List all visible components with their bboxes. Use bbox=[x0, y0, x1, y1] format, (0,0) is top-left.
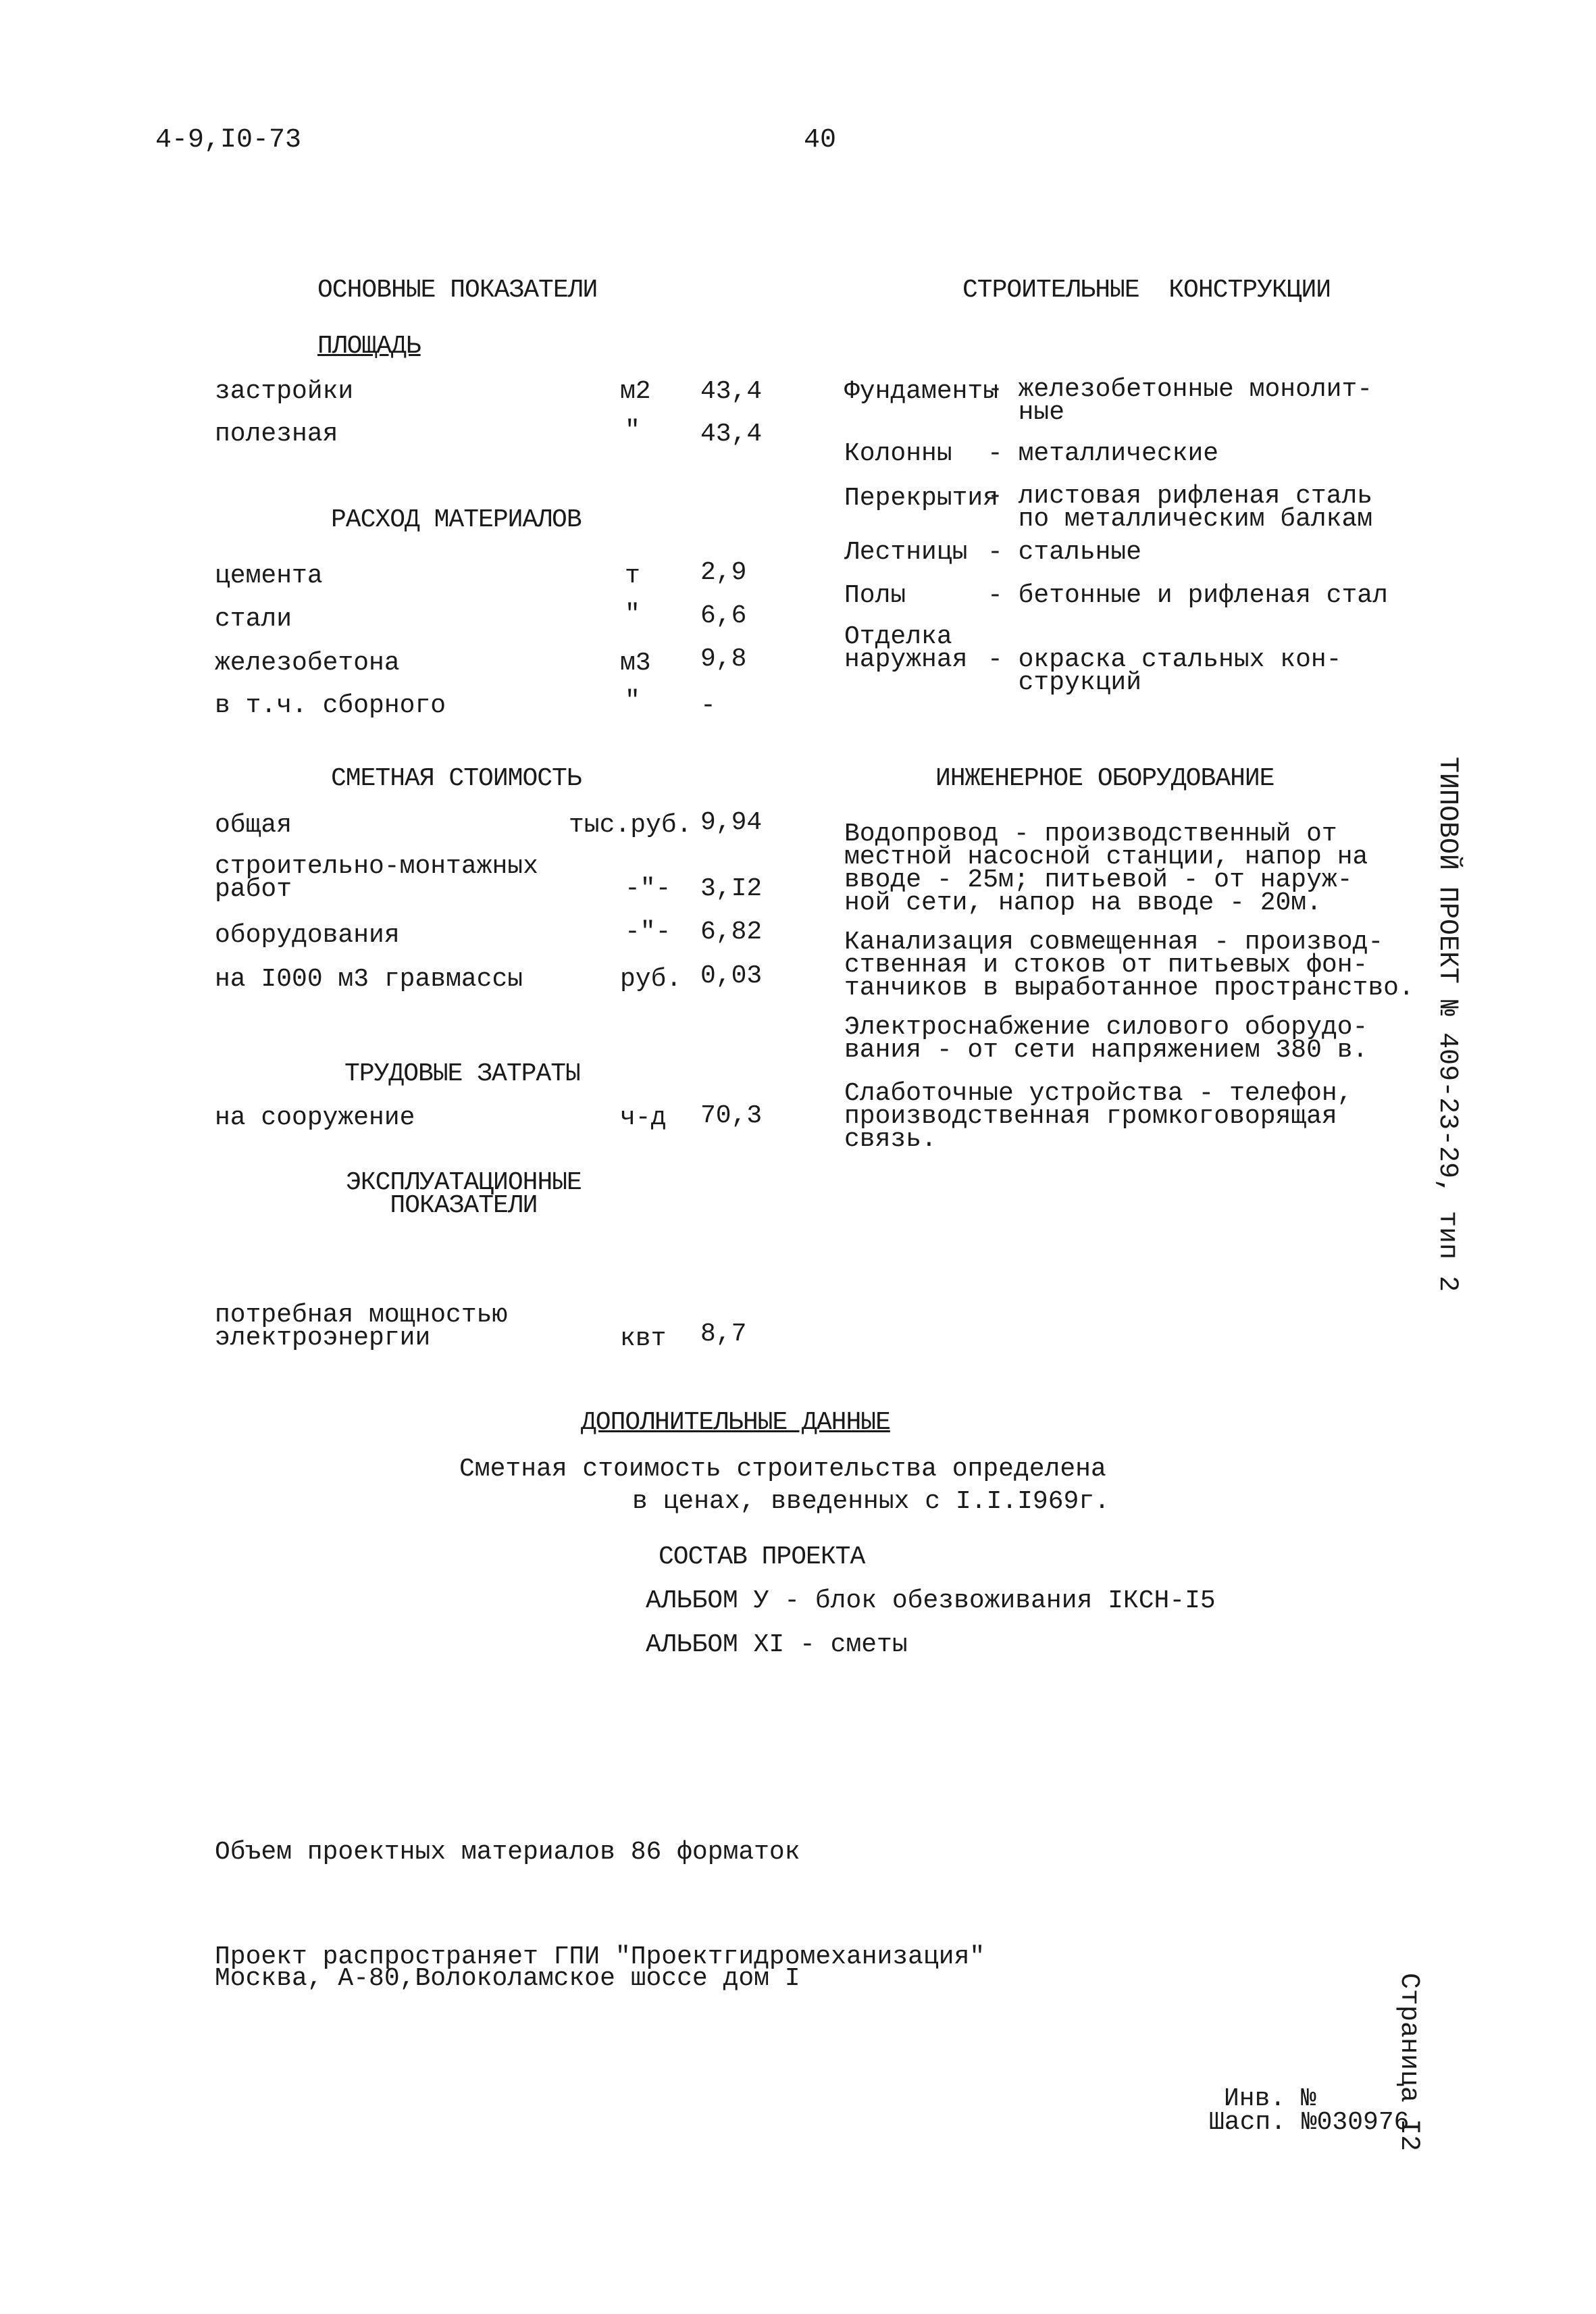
structure-value: - листовая рифленая сталь по металлическим балкам bbox=[987, 482, 1373, 534]
cost-row-unit: -"- bbox=[625, 917, 671, 947]
main-indicators-title: ОСНОВНЫЕ ПОКАЗАТЕЛИ bbox=[317, 276, 598, 305]
cost-row-value: 0,03 bbox=[700, 961, 763, 990]
cost-row-label: общая bbox=[215, 811, 292, 840]
area-row-label: застройки bbox=[215, 377, 354, 406]
cost-row-unit: -"- bbox=[625, 874, 671, 903]
materials-row-label: в т.ч. сборного bbox=[215, 691, 446, 720]
album-item: АЛЬБОМ XI - сметы bbox=[646, 1630, 908, 1659]
structure-label: Фундаменты bbox=[844, 377, 999, 406]
structure-value: - окраска стальных кон- струкций bbox=[987, 645, 1342, 697]
cost-row-value: 3,I2 bbox=[700, 874, 763, 903]
estimate-note-line2: в ценах, введенных с I.I.I969г. bbox=[632, 1487, 1110, 1516]
page-side-label: Страница I2 bbox=[1393, 1973, 1424, 2152]
area-row-unit: " bbox=[625, 416, 640, 445]
cost-row-unit: тыс.руб. bbox=[569, 811, 692, 840]
structure-value: - металлические bbox=[987, 439, 1219, 468]
materials-row-label: железобетона bbox=[215, 649, 400, 678]
structure-value: - бетонные и рифленая стал bbox=[987, 581, 1388, 610]
estimate-note-line1: Сметная стоимость строительства определена bbox=[459, 1455, 1106, 1484]
engineering-paragraph: Слаботочные устройства - телефон, производственная громкоговорящая связь. bbox=[844, 1079, 1353, 1154]
materials-row-value: 6,6 bbox=[700, 601, 747, 630]
area-row-unit: м2 bbox=[620, 377, 651, 406]
album-item: АЛЬБОМ У - блок обезвоживания IКСН-I5 bbox=[646, 1586, 1216, 1615]
structures-title: СТРОИТЕЛЬНЫЕ КОНСТРУКЦИИ bbox=[962, 276, 1331, 305]
materials-volume: Объем проектных материалов 86 форматок bbox=[215, 1838, 800, 1867]
additional-title: ДОПОЛНИТЕЛЬНЫЕ ДАННЫЕ bbox=[581, 1408, 890, 1437]
structure-label: Перекрытия bbox=[844, 484, 999, 513]
structure-label: Лестницы bbox=[844, 538, 968, 567]
materials-row-unit: т bbox=[625, 561, 640, 590]
structure-label: Отделка наружная bbox=[844, 622, 968, 674]
inventory-number: Шасп. №030976 bbox=[1209, 2108, 1410, 2137]
labor-row-value: 70,3 bbox=[700, 1101, 763, 1130]
area-title: ПЛОЩАДЬ bbox=[317, 332, 421, 361]
cost-row-label: оборудования bbox=[215, 921, 400, 950]
area-row-label: полезная bbox=[215, 420, 338, 449]
document-code: 4-9,I0-73 bbox=[155, 125, 302, 155]
inventory-label: Инв. № bbox=[1224, 2084, 1316, 2113]
cost-row-value: 6,82 bbox=[700, 917, 763, 947]
materials-row-unit: " bbox=[625, 600, 640, 629]
cost-row-label: строительно-монтажных работ bbox=[215, 852, 538, 904]
distributor-line: Проект распространяет ГПИ "Проектгидромеханизация" bbox=[215, 1942, 985, 1971]
materials-row-unit: " bbox=[625, 686, 640, 715]
materials-row-value: 2,9 bbox=[700, 558, 747, 587]
materials-row-label: цемента bbox=[215, 561, 323, 590]
cost-row-value: 9,94 bbox=[700, 808, 763, 837]
materials-title: РАСХОД МАТЕРИАЛОВ bbox=[331, 505, 582, 534]
materials-row-label: стали bbox=[215, 605, 292, 634]
materials-row-unit: м3 bbox=[620, 649, 651, 678]
operation-row-label: потребная мощностью электроэнергии bbox=[215, 1301, 508, 1353]
engineering-paragraph: Канализация совмещенная - производ- ственная и стоков от питьевых фон- танчиков в выработанное пространство. bbox=[844, 928, 1414, 1003]
cost-row-label: на I000 м3 гравмассы bbox=[215, 965, 523, 994]
structure-label: Полы bbox=[844, 581, 906, 610]
labor-row-unit: ч-д bbox=[620, 1103, 667, 1132]
labor-title: ТРУДОВЫЕ ЗАТРАТЫ bbox=[344, 1059, 580, 1088]
engineering-paragraph: Электроснабжение силового оборудо- вания - от сети напряжением 380 в. bbox=[844, 1013, 1368, 1065]
page-number: 40 bbox=[804, 125, 837, 155]
structure-value: - стальные bbox=[987, 538, 1142, 567]
structure-label: Колонны bbox=[844, 439, 952, 468]
project-side-label: ТИПОВОЙ ПРОЕКТ № 409-23-29, тип 2 bbox=[1432, 757, 1462, 1292]
engineering-paragraph: Водопровод - производственный от местной насосной станции, напор на вводе - 25м; питьевой - от наруж- ной сети, напор на вводе - 20м. bbox=[844, 820, 1368, 917]
composition-title: СОСТАВ ПРОЕКТА bbox=[659, 1542, 865, 1571]
distributor-address: Москва, А-80,Волоколамское шоссе дом I bbox=[215, 1964, 800, 1993]
operation-title: ЭКСПЛУАТАЦИОННЫЕ ПОКАЗАТЕЛИ bbox=[346, 1168, 582, 1220]
operation-row-value: 8,7 bbox=[700, 1319, 747, 1349]
area-row-value: 43,4 bbox=[700, 420, 763, 449]
engineering-title: ИНЖЕНЕРНОЕ ОБОРУДОВАНИЕ bbox=[935, 764, 1275, 793]
materials-row-value: - bbox=[700, 691, 716, 720]
labor-row-label: на сооружение bbox=[215, 1103, 415, 1132]
cost-title: СМЕТНАЯ СТОИМОСТЬ bbox=[331, 764, 582, 793]
structure-value: - железобетонные монолит- ные bbox=[987, 375, 1373, 427]
cost-row-unit: руб. bbox=[620, 965, 682, 994]
materials-row-value: 9,8 bbox=[700, 645, 747, 674]
area-row-value: 43,4 bbox=[700, 377, 763, 406]
operation-row-unit: квт bbox=[620, 1324, 667, 1353]
